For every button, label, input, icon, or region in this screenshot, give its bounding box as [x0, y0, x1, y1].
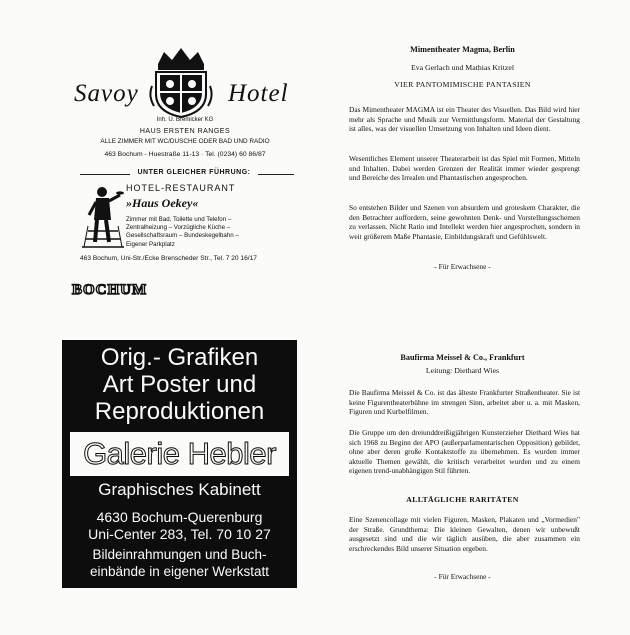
magma-paragraph: So entstehen Bilder und Szenen von absurdem und groteskem Charakter, die den Betrachter auffordern, seine gewohnten Denk- und Vorstellungsschemen zu verlassen. Nicht Ratio und Intellekt werden hier angesprochen, sondern in weit größerem Maße Phantasie, Einbildungskraft und Gefühlswelt. — [349, 203, 580, 241]
same-management-label: UNTER GLEICHER FÜHRUNG: — [137, 169, 251, 176]
feature-line: Zimmer mit Bad, Toilette und Telefon – — [126, 216, 232, 223]
waiter-illustration — [82, 184, 124, 248]
restaurant-address: 463 Bochum, Uni-Str./Ecke Brenscheder Str., Tel. 7 20 16/17 — [80, 255, 257, 262]
meissel-lead: Leitung: Diethard Wies — [425, 366, 500, 375]
galerie-services-2: einbände in eigener Werkstatt — [89, 564, 270, 579]
restaurant-name: »Haus Oekey« — [126, 196, 199, 210]
feature-line: Zentralheizung – Vorzügliche Küche – — [126, 224, 231, 232]
magma-paragraph: Das Mimentheater MAGMA ist ein Theater des Visuellen. Das Bild wird hier mehr als Sprache und Musik zur Vermittlungsform. Material der Gestaltung ist alles, was der visuellen Umsetzung von Inhalten und Ideen dient. — [349, 105, 580, 134]
crest-icon — [148, 46, 214, 118]
magma-title: Mimentheater Magma, Berlin — [410, 45, 515, 54]
feature-line: Gesellschaftsraum – Bundeskegelbahn – — [126, 232, 239, 240]
galerie-services-1: Bildeinrahmungen und Buch- — [92, 547, 267, 562]
magma-paragraph: Wesentliches Element unserer Theaterarbeit ist das Spiel mit Formen, Mitteln und Inhalten. Dabei werden Grenzen der Realität immer wieder gesprengt und Bereiche des Irrealen und Phantastischen angesprochen. — [349, 154, 580, 183]
galerie-hebler-ad — [62, 340, 297, 588]
galerie-name: Galerie Hebler — [83, 436, 276, 471]
ad-headline-line: Reproduktionen — [94, 398, 265, 425]
meissel-audience: - Für Erwachsene - — [434, 572, 491, 581]
meissel-program-text: Eine Szenencollage mit vielen Figuren, Masken, Plakaten und „Vormedien" der Straße. Grundthema: Die kleinen Gewalten, denen wir unbewußt ausgesetzt sind und die wir täglich ausüben, die aber zusammen ein erschreckendes Bild unserer Situation ergeben. — [349, 515, 580, 553]
rooms-line: ALLE ZIMMER MIT WC/DUSCHE ODER BAD UND RADIO — [100, 138, 270, 145]
city-logo: BOCHUM — [72, 282, 148, 298]
meissel-paragraph: Die Gruppe um den dreiunddreißigjährigen Kunsterzieher Diethard Wies hat sich 1968 zu Beginn der APO (außerparlamentarischen Opposition) gebildet, ohne aber deren große Kontaktstoffe zu übernehmen. Es wurden immer aktuelle Themen gewählt, die kritisch verarbeitet wurden und zu einem eigenen trend-unabhängigen Stil führten. — [349, 428, 580, 476]
magma-audience: - Für Erwachsene - — [434, 262, 491, 271]
owner-line: Inh. U. Bremicker KG — [156, 117, 214, 123]
restaurant-features — [126, 216, 239, 249]
meissel-title: Baufirma Meissel & Co., Frankfurt — [400, 353, 525, 362]
ad-headline — [62, 344, 297, 425]
magma-program: VIER PANTOMIMISCHE PANTASIEN — [394, 80, 531, 89]
rank-line: HAUS ERSTEN RANGES — [139, 128, 231, 135]
hotel-name-right: Hotel — [228, 80, 289, 107]
magma-people: Eva Gerlach und Mathias Kritzel — [410, 63, 515, 72]
feature-line: Eigener Parkplatz — [126, 240, 175, 248]
galerie-address-1: 4630 Bochum-Querenburg — [96, 509, 263, 525]
hotel-name-left: Savoy — [74, 80, 139, 107]
meissel-program: ALLTÄGLICHE RARITÄTEN — [406, 495, 519, 504]
meissel-paragraph: Die Baufirma Meissel & Co. ist das älteste Frankfurter Straßentheater. Sie ist keine Figurentheaterbühne im strengen Sinn, arbeitet aber u. a. mit Masken, Figuren und Kurbelfilmen. — [349, 388, 580, 417]
ad-headline-line: Orig.- Grafiken — [100, 344, 259, 371]
hotel-address: 463 Bochum - Huestraße 11-13 · Tel. (0234) 60 86/87 — [104, 151, 266, 158]
restaurant-label: HOTEL-RESTAURANT — [126, 183, 236, 193]
galerie-subtitle: Graphisches Kabinett — [98, 480, 261, 499]
galerie-address-2: Uni-Center 283, Tel. 70 10 27 — [88, 526, 271, 542]
ad-headline-line: Art Poster und — [102, 371, 257, 398]
